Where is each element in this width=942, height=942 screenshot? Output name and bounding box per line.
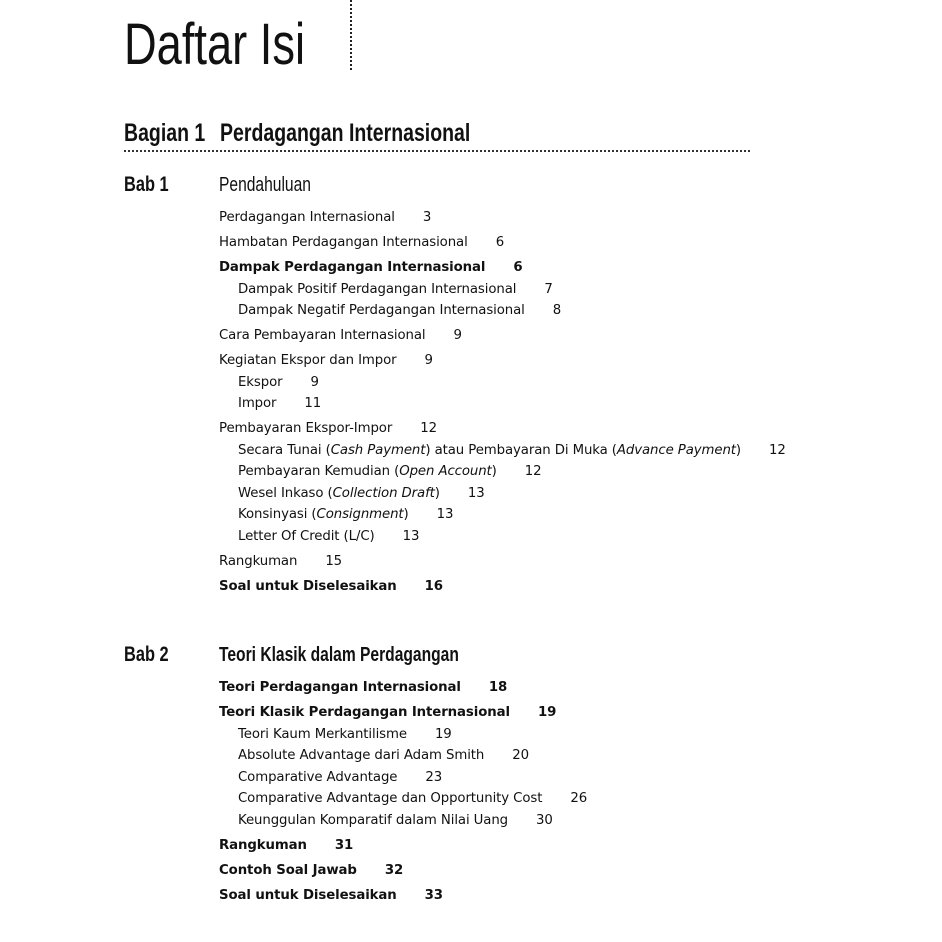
entry-title-part: Rangkuman (219, 837, 307, 853)
entry-title (219, 421, 392, 436)
entry-title-part: Open Account (399, 464, 492, 479)
page-number: 6 (513, 260, 523, 275)
chapter-entries (219, 677, 819, 906)
entry-title-part: Absolute Advantage dari Adam Smith (238, 748, 485, 763)
toc-subentry (219, 372, 819, 394)
entry-title-part: Secara Tunai ( (238, 442, 331, 458)
page-number: 33 (424, 887, 443, 903)
toc-subentry (219, 440, 819, 462)
page-number: 13 (436, 507, 454, 522)
entry-title (238, 770, 397, 785)
toc-subentry (219, 483, 819, 505)
entry-title (219, 579, 397, 594)
page-number: 31 (334, 837, 354, 853)
toc-entry (219, 350, 819, 372)
toc-subentry (219, 526, 819, 548)
page-number: 7 (544, 281, 553, 297)
entry-title-part: Dampak Perdagangan Internasional (219, 260, 486, 275)
entry-title-part: Dampak Positif Perdagangan Internasional (238, 281, 517, 297)
entry-title (219, 328, 426, 343)
entry-title-part: Cash Payment (330, 442, 426, 458)
entry-title (238, 727, 407, 742)
entry-title-part: ) (434, 485, 440, 501)
chapter-title: Pendahuluan (219, 174, 311, 196)
entry-title-part: ) (735, 442, 742, 458)
page-number: 13 (467, 485, 485, 501)
page-number: 19 (434, 726, 452, 742)
entry-title-part: Rangkuman (219, 553, 298, 569)
page-number: 12 (769, 442, 786, 458)
entry-title (238, 375, 282, 390)
page-number: 9 (310, 374, 319, 390)
entry-title-part: Comparative Advantage (238, 769, 398, 785)
page-title: Daftar Isi (124, 12, 306, 77)
entry-title (238, 529, 375, 544)
entry-title (238, 813, 508, 828)
entry-title (219, 863, 357, 878)
page-number: 30 (536, 812, 553, 828)
entry-title-part: Soal untuk Diselesaikan (219, 887, 397, 903)
entry-title-part: Wesel Inkaso ( (238, 485, 333, 501)
entry-title (238, 748, 484, 763)
entry-title-part: Hambatan Perdagangan Internasional (219, 235, 468, 250)
page-number: 15 (325, 553, 343, 569)
entry-title (238, 303, 525, 318)
page-number: 8 (552, 303, 562, 318)
entry-title-part: Letter Of Credit (L/C) (238, 528, 375, 544)
entry-title-part: Perdagangan Internasional (219, 210, 395, 225)
entry-title-part: Konsinyasi ( (238, 507, 317, 522)
toc-entry (219, 835, 819, 857)
vertical-dotted-divider (350, 0, 352, 70)
entry-title-part: Cara Pembayaran Internasional (219, 328, 426, 343)
entry-title (219, 260, 485, 275)
page-number: 16 (424, 578, 443, 594)
toc-subentry (219, 810, 819, 832)
entry-title (219, 353, 397, 368)
toc-entry (219, 860, 819, 882)
entry-title-part: Teori Klasik Perdagangan Internasional (219, 705, 510, 720)
entry-title-part: Keunggulan Komparatif dalam Nilai Uang (238, 812, 509, 828)
page-number: 26 (570, 791, 588, 806)
entry-title (238, 443, 741, 458)
page-number: 3 (422, 210, 432, 225)
entry-title (238, 396, 276, 411)
toc-subentry (219, 461, 819, 483)
toc-subentry (219, 279, 819, 301)
chapter-title: Teori Klasik dalam Perdagangan (219, 644, 459, 666)
entry-title (219, 210, 395, 225)
toc-subentry (219, 300, 819, 322)
entry-title-part: Comparative Advantage dan Opportunity Cost (238, 791, 543, 806)
toc-entry (219, 677, 819, 699)
toc-entry (219, 702, 819, 724)
toc-entry (219, 232, 819, 254)
horizontal-dotted-divider (124, 150, 750, 152)
entry-title (219, 705, 510, 720)
entry-title-part: Consignment (316, 507, 404, 522)
toc-entry (219, 885, 819, 907)
entry-title-part: Pembayaran Kemudian ( (238, 464, 400, 479)
toc-entry (219, 207, 819, 229)
entry-title-part: Collection Draft (332, 485, 435, 501)
chapter-label: Bab 1 (124, 173, 169, 196)
toc-subentry (219, 767, 819, 789)
entry-title-part: Impor (238, 396, 277, 411)
part-number: Bagian 1 (124, 119, 206, 147)
toc-entry (219, 576, 819, 598)
toc-subentry (219, 393, 819, 415)
entry-title-part: ) (403, 507, 409, 522)
toc-entry (219, 257, 819, 279)
page-number: 18 (488, 680, 508, 695)
page-number: 12 (524, 464, 542, 479)
chapter-entries (219, 207, 819, 597)
toc-entry (219, 551, 819, 573)
page-number: 12 (420, 421, 437, 436)
toc-subentry (219, 788, 819, 810)
chapter-label: Bab 2 (124, 643, 169, 666)
page-number: 13 (402, 528, 420, 544)
toc-subentry (219, 745, 819, 767)
toc-entry (219, 325, 819, 347)
entry-title-part: Teori Kaum Merkantilisme (238, 726, 407, 742)
entry-title (219, 680, 461, 695)
part-name: Perdagangan Internasional (220, 119, 471, 147)
toc-subentry (219, 724, 819, 746)
toc-subentry (219, 504, 819, 526)
entry-title (238, 791, 542, 806)
entry-title (219, 838, 307, 853)
entry-title (219, 235, 468, 250)
page-number: 11 (304, 396, 322, 411)
page-number: 20 (512, 748, 529, 763)
entry-title-part: ) (491, 464, 497, 479)
entry-title (219, 554, 297, 569)
entry-title (238, 486, 440, 501)
entry-title-part: Dampak Negatif Perdagangan Internasional (238, 303, 525, 318)
page-number: 19 (537, 705, 557, 720)
entry-title-part: Kegiatan Ekspor dan Impor (219, 353, 397, 368)
entry-title-part: Soal untuk Diselesaikan (219, 578, 397, 594)
page-number: 32 (384, 862, 404, 878)
entry-title (238, 464, 497, 479)
toc-entry (219, 418, 819, 440)
page-number: 23 (425, 769, 443, 785)
entry-title-part: Pembayaran Ekspor-Impor (219, 421, 393, 436)
page-number: 6 (495, 235, 505, 250)
page-number: 9 (453, 328, 462, 343)
entry-title-part: Teori Perdagangan Internasional (219, 680, 461, 695)
page-number: 9 (424, 353, 433, 368)
entry-title-part: Ekspor (238, 374, 283, 390)
entry-title-part: Contoh Soal Jawab (219, 862, 357, 878)
entry-title (219, 888, 397, 903)
entry-title (238, 507, 409, 522)
entry-title (238, 282, 516, 297)
entry-title-part: Advance Payment (616, 442, 736, 458)
entry-title-part: ) atau Pembayaran Di Muka ( (425, 442, 617, 458)
